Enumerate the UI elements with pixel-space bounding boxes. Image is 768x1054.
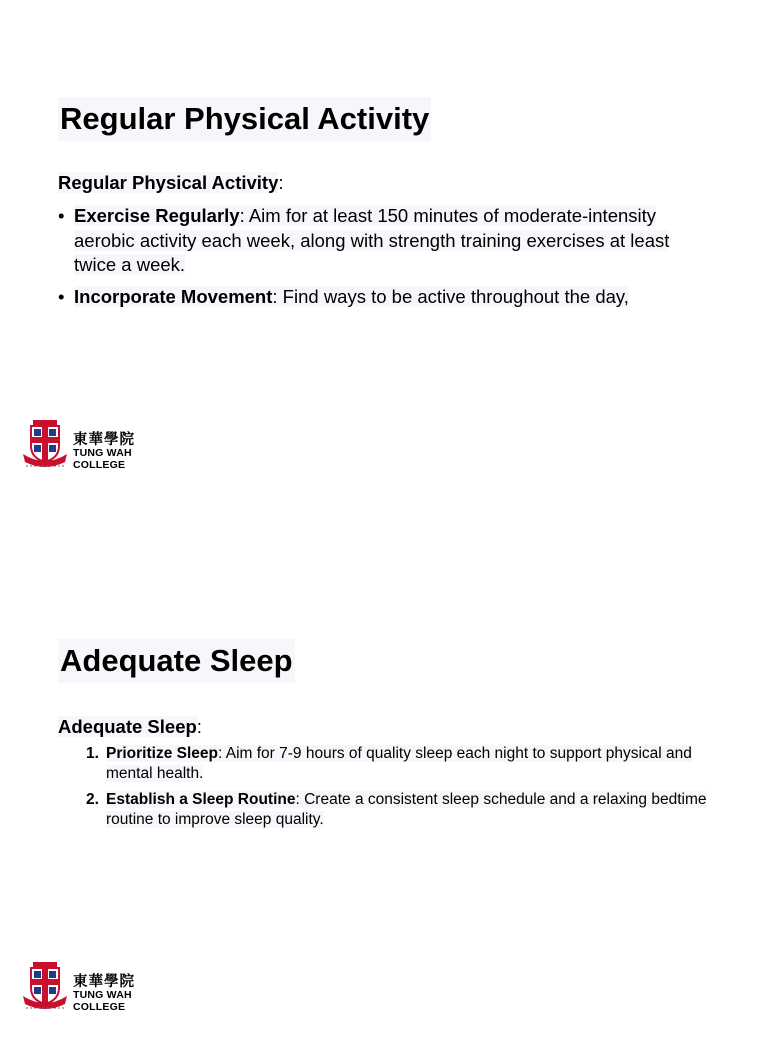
- bullet-text: : Find ways to be active throughout the day,: [272, 285, 629, 307]
- slide-title: Regular Physical Activity: [58, 97, 431, 141]
- section-heading-suffix: :: [196, 716, 202, 737]
- bullet-bold: Incorporate Movement: [74, 285, 273, 307]
- bullet-bold: Exercise Regularly: [74, 205, 240, 226]
- bullet-marker: •: [58, 205, 65, 226]
- section-heading: [58, 715, 202, 739]
- list-item: [86, 790, 726, 830]
- list-item: [58, 204, 698, 278]
- list-number: 1.: [86, 745, 99, 762]
- college-logo: [20, 960, 182, 1012]
- college-logo: [20, 418, 182, 470]
- college-crest-icon: [20, 418, 70, 470]
- list-number: 2.: [86, 791, 99, 808]
- bullet-list: [58, 204, 698, 316]
- slide-regular-physical-activity: [0, 0, 768, 512]
- logo-chinese-name: 東華學院: [73, 974, 135, 990]
- item-bold: Establish a Sleep Routine: [106, 791, 296, 808]
- section-heading-suffix: :: [278, 172, 284, 193]
- section-heading-bold: Adequate Sleep: [58, 716, 197, 737]
- section-heading: [58, 171, 284, 195]
- bullet-text: : Aim for at least 150 minutes of moderate-intensity aerobic activity each week, along with strength training exercises at least twice a week.: [74, 205, 670, 275]
- college-crest-icon: [20, 960, 70, 1012]
- numbered-list: [86, 744, 726, 836]
- item-bold: Prioritize Sleep: [106, 745, 218, 762]
- bullet-marker: •: [58, 285, 65, 307]
- item-text: : Create a consistent sleep schedule and a relaxing bedtime routine to improve sleep quality.: [106, 791, 707, 828]
- slide-title: Adequate Sleep: [58, 639, 295, 683]
- section-heading-bold: Regular Physical Activity: [58, 172, 279, 193]
- item-text: : Aim for 7-9 hours of quality sleep each night to support physical and mental health.: [106, 745, 692, 782]
- list-item: [58, 285, 698, 310]
- logo-chinese-name: 東華學院: [73, 432, 135, 448]
- logo-english-name: TUNG WAH COLLEGE: [73, 989, 132, 1013]
- slide-adequate-sleep: [0, 542, 768, 1054]
- logo-english-name: TUNG WAH COLLEGE: [73, 447, 132, 471]
- list-item: [86, 744, 726, 784]
